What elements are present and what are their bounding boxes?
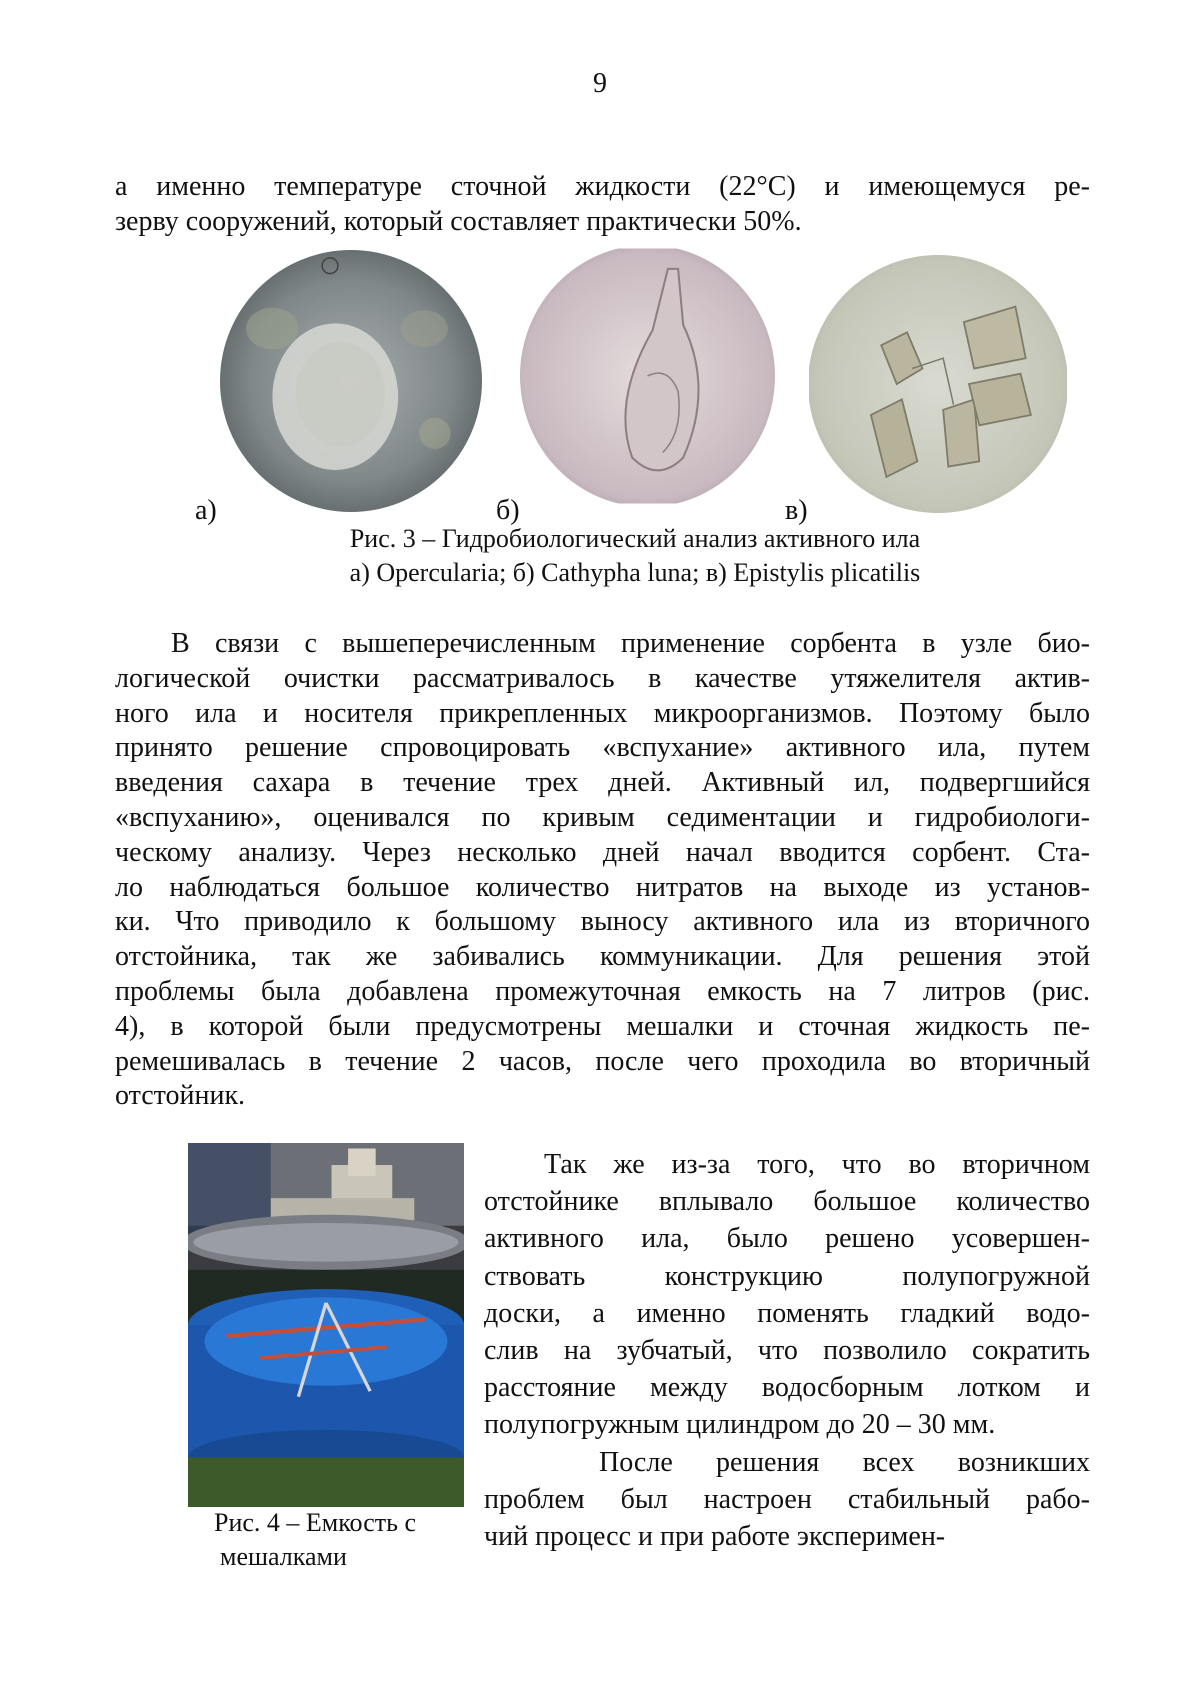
text-line: ло наблюдаться большое количество нитратов на выходе из установ- [115, 871, 1090, 903]
text-line: ки. Что приводило к большому выносу активного ила из вторичного [115, 906, 1090, 938]
text-line: ного ила и носителя прикрепленных микроорганизмов. Поэтому было [115, 697, 1090, 729]
text-line: доски, а именно поменять гладкий водо- [484, 1297, 1090, 1329]
text-line: проблем был настроен стабильный рабо- [484, 1483, 1090, 1515]
text-line: принято решение спровоцировать «вспухание» активного ила, путем [115, 732, 1090, 764]
page-number: 9 [593, 68, 607, 99]
text-line: В связи с вышеперечисленным применение сорбента в узле био- [171, 628, 1090, 659]
text-line: активного ила, было решено усовершен- [484, 1223, 1090, 1255]
paragraph-intro [115, 170, 1090, 240]
text-line: отстойнике вплывало большое количество [484, 1186, 1090, 1218]
text-line: введения сахара в течение трех дней. Активный ил, подвергшийся [115, 767, 1090, 799]
text-line: ремешивалась в течение 2 часов, после чего проходила во вторичный [115, 1045, 1090, 1077]
text-line: ческому анализу. Через несколько дней начал вводится сорбент. Ста- [115, 836, 1090, 868]
text-line: чий процесс и при работе эксперимен- [484, 1521, 946, 1553]
text-line: 4), в которой были предусмотрены мешалки и сточная жидкость пе- [115, 1010, 1090, 1042]
figure4-caption-continued: мешалками [220, 1542, 347, 1571]
text-line: логической очистки рассматривалось в качестве утяжелителя актив- [115, 662, 1090, 694]
micrograph-opercularia [220, 250, 482, 512]
text-line: проблемы была добавлена промежуточная емкость на 7 литров (рис. [115, 975, 1090, 1007]
micrograph-cathypha-luna [520, 245, 775, 507]
figure3-label-c: в) [785, 495, 808, 526]
paragraph-side [484, 1146, 1090, 1555]
figure3-caption-legend: а) Opercularia; б) Cathypha luna; в) Epistylis plicatilis [349, 558, 921, 587]
text-line: а именно температуре сточной жидкости (22°С) и имеющемуся ре- [115, 171, 1090, 202]
text-line: отстойника, так же забивались коммуникации. Для решения этой [115, 941, 1090, 973]
paragraph-main [115, 627, 1090, 1114]
figure3-label-a: а) [195, 495, 217, 526]
figure4-caption: Рис. 4 – Емкость с [214, 1508, 417, 1537]
text-line: расстояние между водосборным лотком и [484, 1372, 1090, 1404]
text-line: полупогружным цилиндром до 20 – 30 мм. [484, 1409, 996, 1441]
text-line: «вспуханию», оценивался по кривым седиментации и гидробиологи- [115, 801, 1090, 833]
photo-tank-with-mixers [188, 1143, 464, 1507]
figure3-label-b: б) [496, 495, 520, 526]
text-line: После решения всех возникших [599, 1446, 1090, 1478]
text-line: ствовать конструкцию полупогружной [484, 1260, 1090, 1292]
text-line: Так же из-за того, что во вторичном [544, 1149, 1090, 1180]
text-line: слив на зубчатый, что позволило сократить [484, 1335, 1090, 1367]
micrograph-epistylis-plicatilis [808, 255, 1068, 513]
text-line: зерву сооружений, который составляет практически 50%. [115, 205, 802, 237]
figure3-caption: Рис. 3 – Гидробиологический анализ активного ила [349, 524, 921, 553]
text-line: отстойник. [115, 1080, 246, 1112]
